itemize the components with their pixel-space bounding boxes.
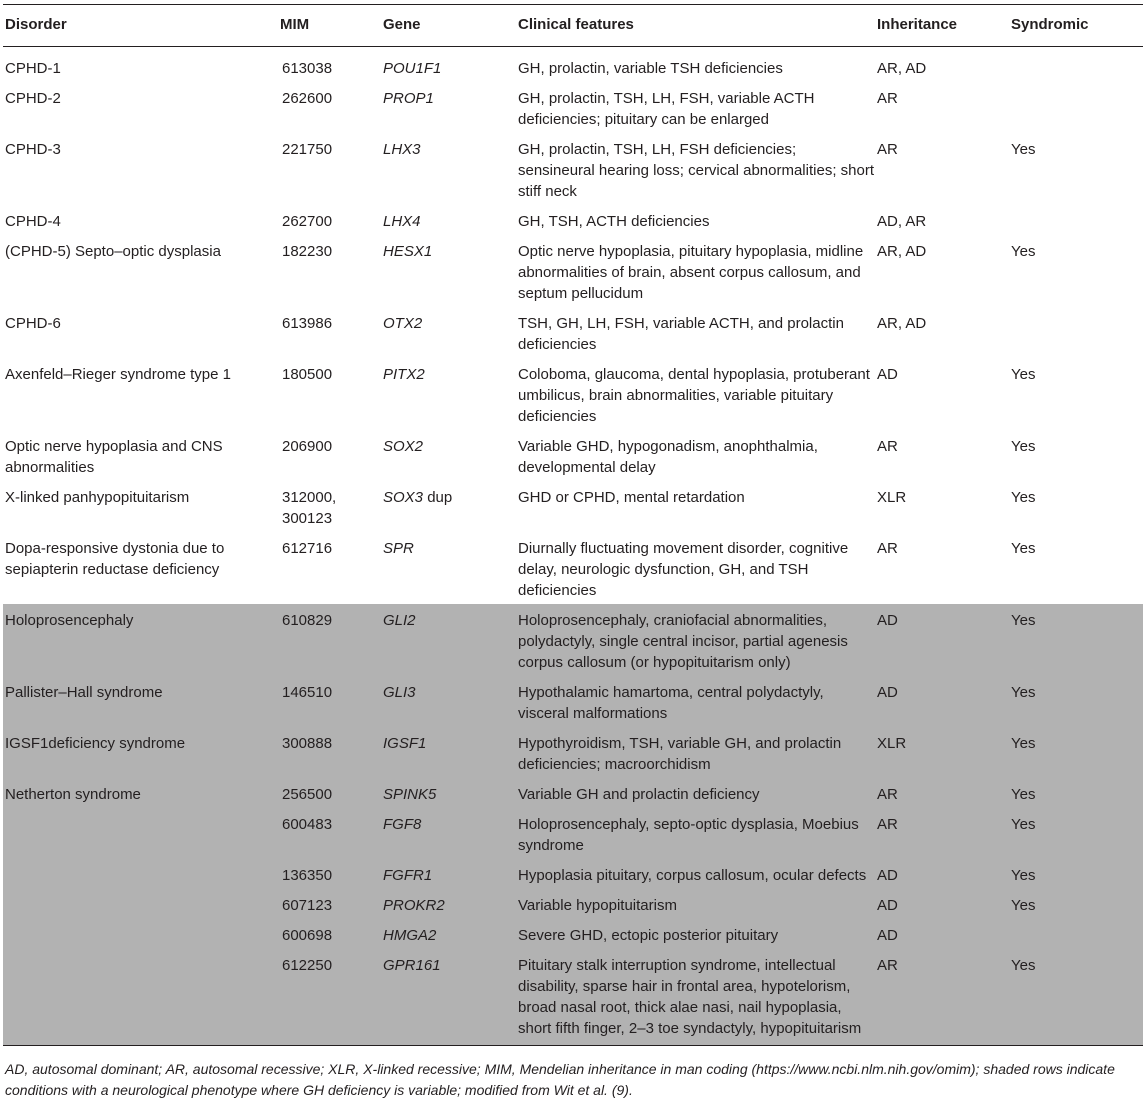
gene-symbol: GLI2 [383,612,416,629]
cell-disorder: CPHD-3 [5,141,61,158]
cell-clinical-features: Hypothyroidism, TSH, variable GH, and prolactin deficiencies; macroorchidism [516,727,875,778]
cell-clinical-features: TSH, GH, LH, FSH, variable ACTH, and prolactin deficiencies [518,315,844,353]
cell-inheritance: AR [877,141,898,158]
table-row [3,205,1143,235]
cell-gene [381,889,516,919]
cell-gene [381,307,516,358]
cell-clinical-features: Variable GH and prolactin deficiency [516,778,875,808]
cell-clinical-features: Optic nerve hypoplasia, pituitary hypoplasia, midline abnormalities of brain, absent corpus callosum, and septum pellucidum [518,243,864,302]
cell-clinical-features: GH, TSH, ACTH deficiencies [518,213,710,230]
cell-mim: 312000, 300123 [282,489,337,527]
table-row [3,307,1143,358]
header-clinical-features: Clinical features [516,5,875,47]
cell-syndromic: Yes [1011,243,1036,260]
cell-inheritance: AD [877,366,898,383]
cell-disorder [3,808,278,859]
cell-inheritance: AR [877,540,898,557]
cell-syndromic: Yes [1009,778,1143,808]
gene-symbol: PROKR2 [383,897,445,914]
cell-disorder: CPHD-2 [5,90,61,107]
cell-syndromic: Yes [1009,604,1143,676]
cell-mim: 600483 [278,808,381,859]
cell-inheritance: AR, AD [877,243,927,260]
cell-inheritance: AR [877,90,898,107]
cell-disorder: (CPHD-5) Septo–optic dysplasia [5,243,221,260]
cell-disorder: Holoprosencephaly [3,604,278,676]
cell-mim: 180500 [282,366,333,383]
table-row [3,133,1143,205]
cell-mim: 262700 [282,213,333,230]
cell-clinical-features: Holoprosencephaly, septo-optic dysplasia, Moebius syndrome [516,808,875,859]
cell-gene [381,727,516,778]
gene-symbol: LHX4 [383,213,421,230]
cell-mim: 613986 [282,315,333,332]
cell-syndromic: Yes [1009,727,1143,778]
cell-disorder: Pallister–Hall syndrome [3,676,278,727]
header-syndromic: Syndromic [1009,5,1143,47]
gene-suffix: dup [423,489,453,506]
cell-mim: 146510 [278,676,381,727]
cell-gene [381,82,516,133]
gene-symbol: GLI3 [383,684,416,701]
cell-mim: 612716 [282,540,333,557]
gene-symbol: HESX1 [383,243,433,260]
cell-clinical-features: Variable GHD, hypogonadism, anophthalmia, developmental delay [518,438,818,476]
cell-disorder: Axenfeld–Rieger syndrome type 1 [5,366,231,383]
table-row [3,604,1143,676]
cell-clinical-features: GHD or CPHD, mental retardation [518,489,745,506]
cell-mim: 262600 [282,90,333,107]
cell-clinical-features: Hypoplasia pituitary, corpus callosum, ocular defects [516,859,875,889]
cell-gene [381,919,516,949]
gene-symbol: OTX2 [383,315,423,332]
cell-gene [381,532,516,604]
cell-syndromic: Yes [1009,949,1143,1046]
cell-syndromic: Yes [1009,676,1143,727]
table-row [3,235,1143,307]
cell-disorder [3,919,278,949]
cell-gene [381,604,516,676]
cell-syndromic: Yes [1009,889,1143,919]
gene-symbol: PITX2 [383,366,425,383]
disorders-table [3,4,1143,1046]
cell-clinical-features: GH, prolactin, TSH, LH, FSH deficiencies; sensineural hearing loss; cervical abnormalities; short stiff neck [518,141,875,200]
cell-gene [381,358,516,430]
cell-mim: 610829 [278,604,381,676]
table-row [3,430,1143,481]
cell-mim: 600698 [278,919,381,949]
gene-symbol: FGFR1 [383,867,433,884]
table-row [3,808,1143,859]
cell-disorder [3,949,278,1046]
cell-disorder: CPHD-4 [5,213,61,230]
cell-gene [381,235,516,307]
cell-syndromic: Yes [1011,489,1036,506]
cell-gene [381,205,516,235]
cell-clinical-features: Variable hypopituitarism [516,889,875,919]
table-row [3,676,1143,727]
cell-syndromic [1009,47,1143,83]
gene-symbol: LHX3 [383,141,421,158]
cell-inheritance: XLR [877,489,907,506]
header-mim: MIM [278,5,381,47]
cell-clinical-features: Pituitary stalk interruption syndrome, intellectual disability, sparse hair in frontal area, hypotelorism, broad nasal root, thick alae nasi, nail hypoplasia, short fifth finger, 2–3 toe syndactyly, hypopituitarism [516,949,875,1046]
gene-symbol: PROP1 [383,90,434,107]
cell-inheritance: AD [875,919,1009,949]
cell-gene [381,47,516,83]
gene-symbol: IGSF1 [383,735,427,752]
table-header-row [3,5,1143,47]
cell-inheritance: AR, AD [877,60,927,77]
cell-mim: 206900 [282,438,333,455]
header-disorder: Disorder [3,5,278,47]
gene-symbol: POU1F1 [383,60,442,77]
table-row [3,82,1143,133]
cell-syndromic [1009,919,1143,949]
cell-mim: 613038 [282,60,333,77]
table-row [3,949,1143,1046]
cell-syndromic: Yes [1011,141,1036,158]
cell-syndromic [1009,205,1143,235]
cell-clinical-features: Holoprosencephaly, craniofacial abnormalities, polydactyly, single central incisor, partial agenesis corpus callosum (or hypopituitarism only) [516,604,875,676]
gene-symbol: SOX2 [383,438,424,455]
table-body [3,47,1143,1046]
cell-gene [381,808,516,859]
cell-disorder: Netherton syndrome [3,778,278,808]
table-row [3,859,1143,889]
cell-disorder: CPHD-1 [5,60,61,77]
cell-syndromic [1009,82,1143,133]
cell-mim: 182230 [282,243,333,260]
cell-mim: 136350 [278,859,381,889]
cell-inheritance: AR [875,778,1009,808]
cell-gene [381,676,516,727]
cell-syndromic: Yes [1009,859,1143,889]
cell-syndromic: Yes [1011,540,1036,557]
cell-gene [381,778,516,808]
gene-symbol: SPR [383,540,414,557]
cell-inheritance: AD [875,604,1009,676]
gene-symbol: SOX3 [383,489,424,506]
gene-symbol: HMGA2 [383,927,437,944]
cell-inheritance: AR [877,438,898,455]
cell-gene [381,481,516,532]
cell-mim: 612250 [278,949,381,1046]
cell-gene [381,949,516,1046]
cell-inheritance: AR [875,808,1009,859]
table-row [3,358,1143,430]
cell-clinical-features: Hypothalamic hamartoma, central polydactyly, visceral malformations [516,676,875,727]
gene-symbol: GPR161 [383,957,441,974]
table-row [3,47,1143,83]
cell-clinical-features: GH, prolactin, variable TSH deficiencies [518,60,783,77]
cell-disorder: Dopa-responsive dystonia due to sepiapterin reductase deficiency [5,540,225,578]
table-row [3,727,1143,778]
cell-disorder: IGSF1deficiency syndrome [3,727,278,778]
cell-inheritance: AR [875,949,1009,1046]
cell-inheritance: AD [875,859,1009,889]
gene-symbol: FGF8 [383,816,422,833]
cell-disorder [3,859,278,889]
cell-clinical-features: Diurnally fluctuating movement disorder, cognitive delay, neurologic dysfunction, GH, and TSH deficiencies [518,540,849,599]
cell-mim: 607123 [278,889,381,919]
cell-disorder: Optic nerve hypoplasia and CNS abnormalities [5,438,223,476]
gene-symbol: SPINK5 [383,786,437,803]
cell-clinical-features: Coloboma, glaucoma, dental hypoplasia, protuberant umbilicus, brain abnormalities, variable pituitary deficiencies [518,366,870,425]
cell-disorder: X-linked panhypopituitarism [5,489,190,506]
cell-mim: 221750 [282,141,333,158]
cell-syndromic: Yes [1009,808,1143,859]
cell-inheritance: XLR [875,727,1009,778]
cell-mim: 300888 [278,727,381,778]
cell-disorder: CPHD-6 [5,315,61,332]
cell-inheritance: AD [875,676,1009,727]
cell-mim: 256500 [278,778,381,808]
cell-gene [381,859,516,889]
table-row [3,919,1143,949]
cell-gene [381,133,516,205]
cell-disorder [3,889,278,919]
table-footnote: AD, autosomal dominant; AR, autosomal recessive; XLR, X-linked recessive; MIM, Mendelian inheritance in man coding (https://www.ncbi.nlm.nih.gov/omim); shaded rows indicate conditions with a neurological phenotype where GH deficiency is variable; modified from Wit et al. (9). [5,1061,1115,1098]
cell-syndromic [1009,307,1143,358]
table-row [3,481,1143,532]
cell-inheritance: AR, AD [877,315,927,332]
table-row [3,778,1143,808]
header-inheritance: Inheritance [875,5,1009,47]
cell-gene [381,430,516,481]
cell-syndromic: Yes [1011,366,1036,383]
cell-clinical-features: GH, prolactin, TSH, LH, FSH, variable ACTH deficiencies; pituitary can be enlarged [518,90,815,128]
cell-inheritance: AD [875,889,1009,919]
header-gene: Gene [381,5,516,47]
cell-inheritance: AD, AR [877,213,927,230]
table-row [3,532,1143,604]
cell-clinical-features: Severe GHD, ectopic posterior pituitary [516,919,875,949]
table-row [3,889,1143,919]
cell-syndromic: Yes [1011,438,1036,455]
